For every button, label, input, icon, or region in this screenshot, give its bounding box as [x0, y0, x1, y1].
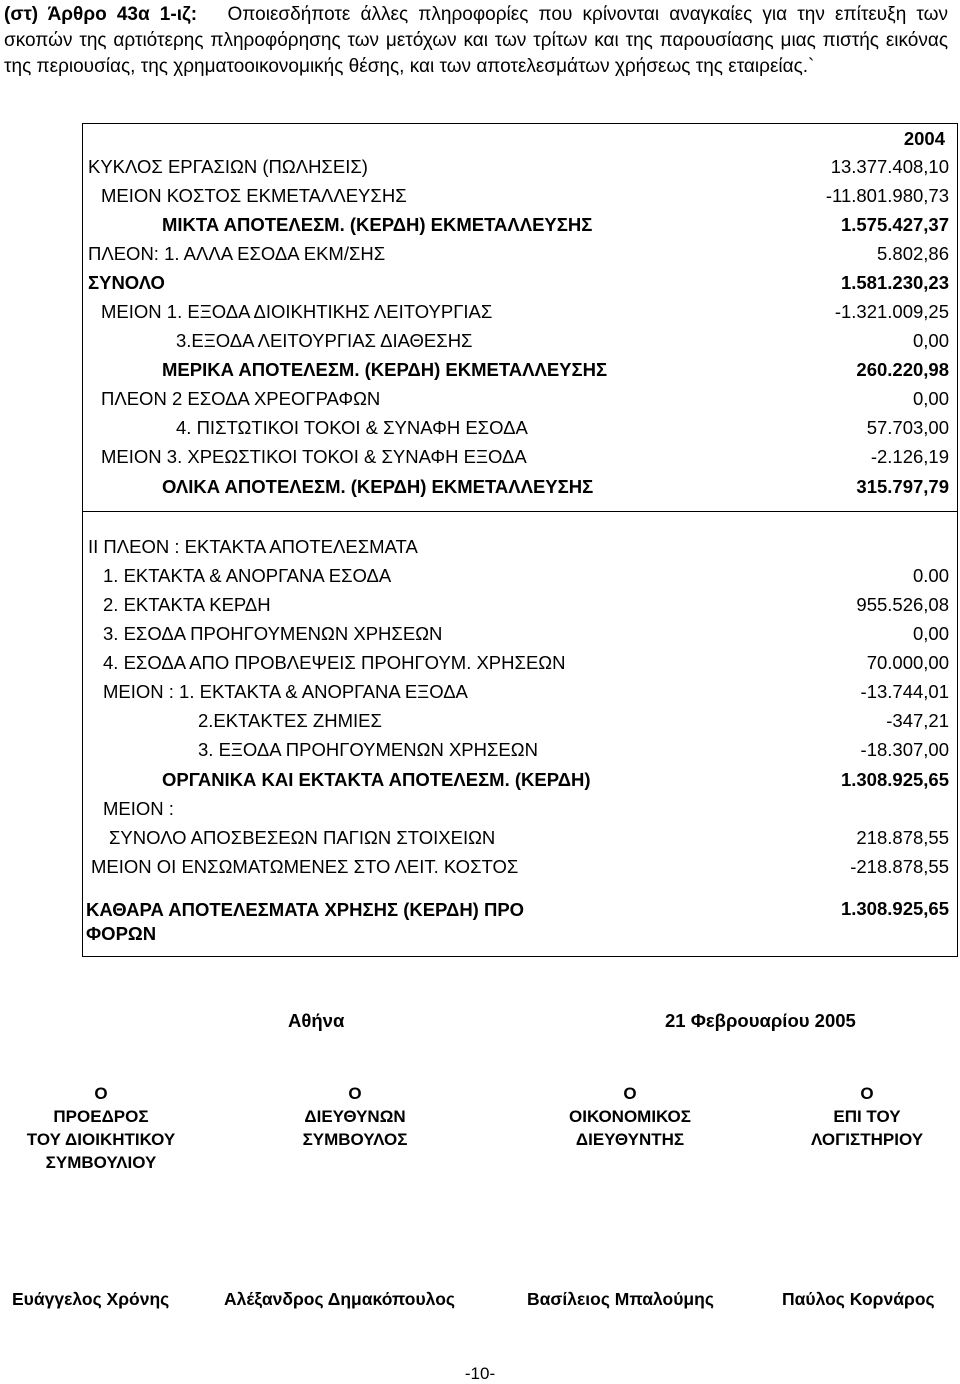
title-line: Ο	[348, 1084, 362, 1103]
row-value: 57.703,00	[866, 417, 949, 438]
signatory-name: Αλέξανδρος Δημακόπουλος	[224, 1289, 455, 1309]
row-value: 13.377.408,10	[830, 156, 949, 177]
row-label: ΜΕΙΟΝ : 1. ΕΚΤΑΚΤΑ & ΑΝΟΡΓΑΝΑ ΕΞΟΔΑ	[103, 681, 468, 702]
table-row	[83, 359, 957, 383]
year-header-row	[83, 128, 957, 152]
net-result-label-line2: ΦΟΡΩΝ	[86, 923, 157, 944]
table-row	[83, 214, 957, 238]
row-label: 2. ΕΚΤΑΚΤΑ ΚΕΡΔΗ	[103, 594, 271, 615]
table-row	[83, 417, 957, 441]
title-line: ΛΟΓΙΣΤΗΡΙΟΥ	[810, 1130, 924, 1149]
row-value: -1.321.009,25	[834, 301, 949, 322]
row-value: 0,00	[912, 623, 949, 644]
title-line: Ο	[860, 1084, 874, 1103]
table-row	[83, 156, 957, 180]
row-label: 4. ΕΣΟΔΑ ΑΠΟ ΠΡΟΒΛΕΨΕΙΣ ΠΡΟΗΓΟΥΜ. ΧΡΗΣΕΩΝ	[103, 652, 566, 673]
row-value: -18.307,00	[860, 739, 949, 760]
signatory-title-ceo	[255, 1082, 455, 1151]
row-value: 955.526,08	[856, 594, 949, 615]
row-label: ΜΕΡΙΚΑ ΑΠΟΤΕΛΕΣΜ. (ΚΕΡΔΗ) ΕΚΜΕΤΑΛΛΕΥΣΗΣ	[162, 359, 608, 380]
table-row	[83, 710, 957, 734]
row-label: ΜΕΙΟΝ 3. ΧΡΕΩΣΤΙΚΟΙ ΤΟΚΟΙ & ΣΥΝΑΦΗ ΕΞΟΔΑ	[101, 446, 527, 467]
title-line: Ο	[623, 1084, 637, 1103]
row-label: 3.ΕΞΟΔΑ ΛΕΙΤΟΥΡΓΙΑΣ ΔΙΑΘΕΣΗΣ	[176, 330, 473, 351]
table-row	[83, 652, 957, 676]
row-label	[86, 898, 524, 946]
signatory-name: Παύλος Κορνάρος	[782, 1289, 935, 1309]
net-result-row	[83, 898, 957, 946]
title-line: ΤΟΥ ΔΙΟΙΚΗΤΙΚΟΥ	[26, 1130, 176, 1149]
table-row	[83, 330, 957, 354]
net-result-label-line1: ΚΑΘΑΡΑ ΑΠΟΤΕΛΕΣΜΑΤΑ ΧΡΗΣΗΣ (ΚΕΡΔΗ) ΠΡΟ	[86, 899, 525, 920]
title-line: ΔΙΕΥΘΥΝΩΝ	[304, 1107, 406, 1126]
row-value: 70.000,00	[866, 652, 949, 673]
table-row	[83, 476, 957, 500]
title-line: ΕΠΙ ΤΟΥ	[833, 1107, 901, 1126]
table-row	[83, 301, 957, 325]
row-label: ΜΙΚΤΑ ΑΠΟΤΕΛΕΣΜ. (ΚΕΡΔΗ) ΕΚΜΕΤΑΛΛΕΥΣΗΣ	[162, 214, 593, 235]
row-value: -11.801.980,73	[825, 185, 949, 206]
signatory-title-chairman	[0, 1082, 202, 1174]
row-value: -218.878,55	[850, 856, 949, 877]
row-label: ΚΥΚΛΟΣ ΕΡΓΑΣΙΩΝ (ΠΩΛΗΣΕΙΣ)	[88, 156, 368, 177]
row-label: ΠΛΕΟΝ: 1. ΑΛΛΑ ΕΣΟΔΑ ΕΚΜ/ΣΗΣ	[88, 243, 386, 264]
row-value: 218.878,55	[856, 827, 949, 848]
table-row	[83, 388, 957, 412]
title-line: ΣΥΜΒΟΥΛΙΟΥ	[45, 1153, 157, 1172]
row-value: 315.797,79	[856, 476, 949, 497]
date: 21 Φεβρουαρίου 2005	[665, 1010, 856, 1031]
place: Αθήνα	[288, 1010, 345, 1031]
row-label: ΣΥΝΟΛΟ	[88, 272, 165, 293]
row-value: 1.308.925,65	[840, 898, 949, 919]
title-line: Ο	[94, 1084, 108, 1103]
year-header: 2004	[903, 128, 945, 149]
table-row	[83, 272, 957, 296]
table-row	[83, 856, 957, 880]
row-value: -347,21	[886, 710, 949, 731]
table-row	[83, 536, 957, 560]
table-row	[83, 827, 957, 851]
intro-text: Οποιεσδήποτε άλλες πληροφορίες που κρίνονται αναγκαίες για την επίτευξη των σκοπών της αρτιότερης πληροφόρησης των μετόχων και των τρίτων και της παρουσίασης μιας πιστής εικόνας της περιουσίας, της χρηματοοικονομικής θέσης, και των αποτελεσμάτων χρήσεως της εταιρείας.`	[4, 4, 948, 77]
intro-paragraph	[4, 2, 948, 80]
row-value: 0.00	[912, 565, 949, 586]
table-row	[83, 798, 957, 822]
title-line: ΣΥΜΒΟΥΛΟΣ	[302, 1130, 408, 1149]
row-label: ΜΕΙΟΝ :	[103, 798, 174, 819]
row-value: 0,00	[912, 330, 949, 351]
signatory-title-accounting	[767, 1082, 960, 1151]
signatory-name: Βασίλειος Μπαλούμης	[527, 1289, 714, 1309]
title-line: ΟΙΚΟΝΟΜΙΚΟΣ	[569, 1107, 691, 1126]
table-row	[83, 565, 957, 589]
row-label: 4. ΠΙΣΤΩΤΙΚΟΙ ΤΟΚΟΙ & ΣΥΝΑΦΗ ΕΣΟΔΑ	[176, 417, 528, 438]
table-row	[83, 594, 957, 618]
row-label: ΜΕΙΟΝ 1. ΕΞΟΔΑ ΔΙΟΙΚΗΤΙΚΗΣ ΛΕΙΤΟΥΡΓΙΑΣ	[101, 301, 493, 322]
table-row	[83, 623, 957, 647]
article-label: (στ) Άρθρο 43α 1-ιζ:	[4, 4, 198, 25]
title-line: ΔΙΕΥΘΥΝΤΗΣ	[575, 1130, 685, 1149]
signatory-title-cfo	[530, 1082, 730, 1151]
table-row	[83, 185, 957, 209]
row-label: ΙΙ ΠΛΕΟΝ : ΕΚΤΑΚΤΑ ΑΠΟΤΕΛΕΣΜΑΤΑ	[88, 536, 418, 557]
signatory-name: Ευάγγελος Χρόνης	[12, 1289, 170, 1309]
row-value: 260.220,98	[856, 359, 949, 380]
divider	[83, 511, 957, 512]
row-label: ΣΥΝΟΛΟ ΑΠΟΣΒΕΣΕΩΝ ΠΑΓΙΩΝ ΣΤΟΙΧΕΙΩΝ	[109, 827, 496, 848]
row-value: -13.744,01	[860, 681, 949, 702]
table-row	[83, 446, 957, 470]
title-line: ΠΡΟΕΔΡΟΣ	[53, 1107, 149, 1126]
table-row	[83, 243, 957, 267]
row-label: ΜΕΙΟΝ ΟΙ ΕΝΣΩΜΑΤΩΜΕΝΕΣ ΣΤΟ ΛΕΙΤ. ΚΟΣΤΟΣ	[91, 856, 519, 877]
row-label: ΜΕΙΟΝ ΚΟΣΤΟΣ ΕΚΜΕΤΑΛΛΕΥΣΗΣ	[101, 185, 407, 206]
row-value: 5.802,86	[876, 243, 949, 264]
row-label: ΟΛΙΚΑ ΑΠΟΤΕΛΕΣΜ. (ΚΕΡΔΗ) ΕΚΜΕΤΑΛΛΕΥΣΗΣ	[162, 476, 594, 497]
table-row	[83, 769, 957, 793]
row-label: 2.ΕΚΤΑΚΤΕΣ ΖΗΜΙΕΣ	[198, 710, 382, 731]
row-value: -2.126,19	[870, 446, 949, 467]
table-row	[83, 739, 957, 763]
row-label: 3. ΕΣΟΔΑ ΠΡΟΗΓΟΥΜΕΝΩΝ ΧΡΗΣΕΩΝ	[103, 623, 443, 644]
row-label: 3. ΕΞΟΔΑ ΠΡΟΗΓΟΥΜΕΝΩΝ ΧΡΗΣΕΩΝ	[198, 739, 538, 760]
row-value: 1.308.925,65	[840, 769, 949, 790]
row-value: 0,00	[912, 388, 949, 409]
row-label: ΟΡΓΑΝΙΚΑ ΚΑΙ ΕΚΤΑΚΤΑ ΑΠΟΤΕΛΕΣΜ. (ΚΕΡΔΗ)	[162, 769, 591, 790]
table-row	[83, 681, 957, 705]
page-number: -10-	[464, 1364, 496, 1383]
row-value: 1.581.230,23	[840, 272, 949, 293]
row-label: 1. ΕΚΤΑΚΤΑ & ΑΝΟΡΓΑΝΑ ΕΣΟΔΑ	[103, 565, 392, 586]
income-statement	[82, 123, 958, 957]
row-label: ΠΛΕΟΝ 2 ΕΣΟΔΑ ΧΡΕΟΓΡΑΦΩΝ	[101, 388, 381, 409]
row-value: 1.575.427,37	[840, 214, 949, 235]
